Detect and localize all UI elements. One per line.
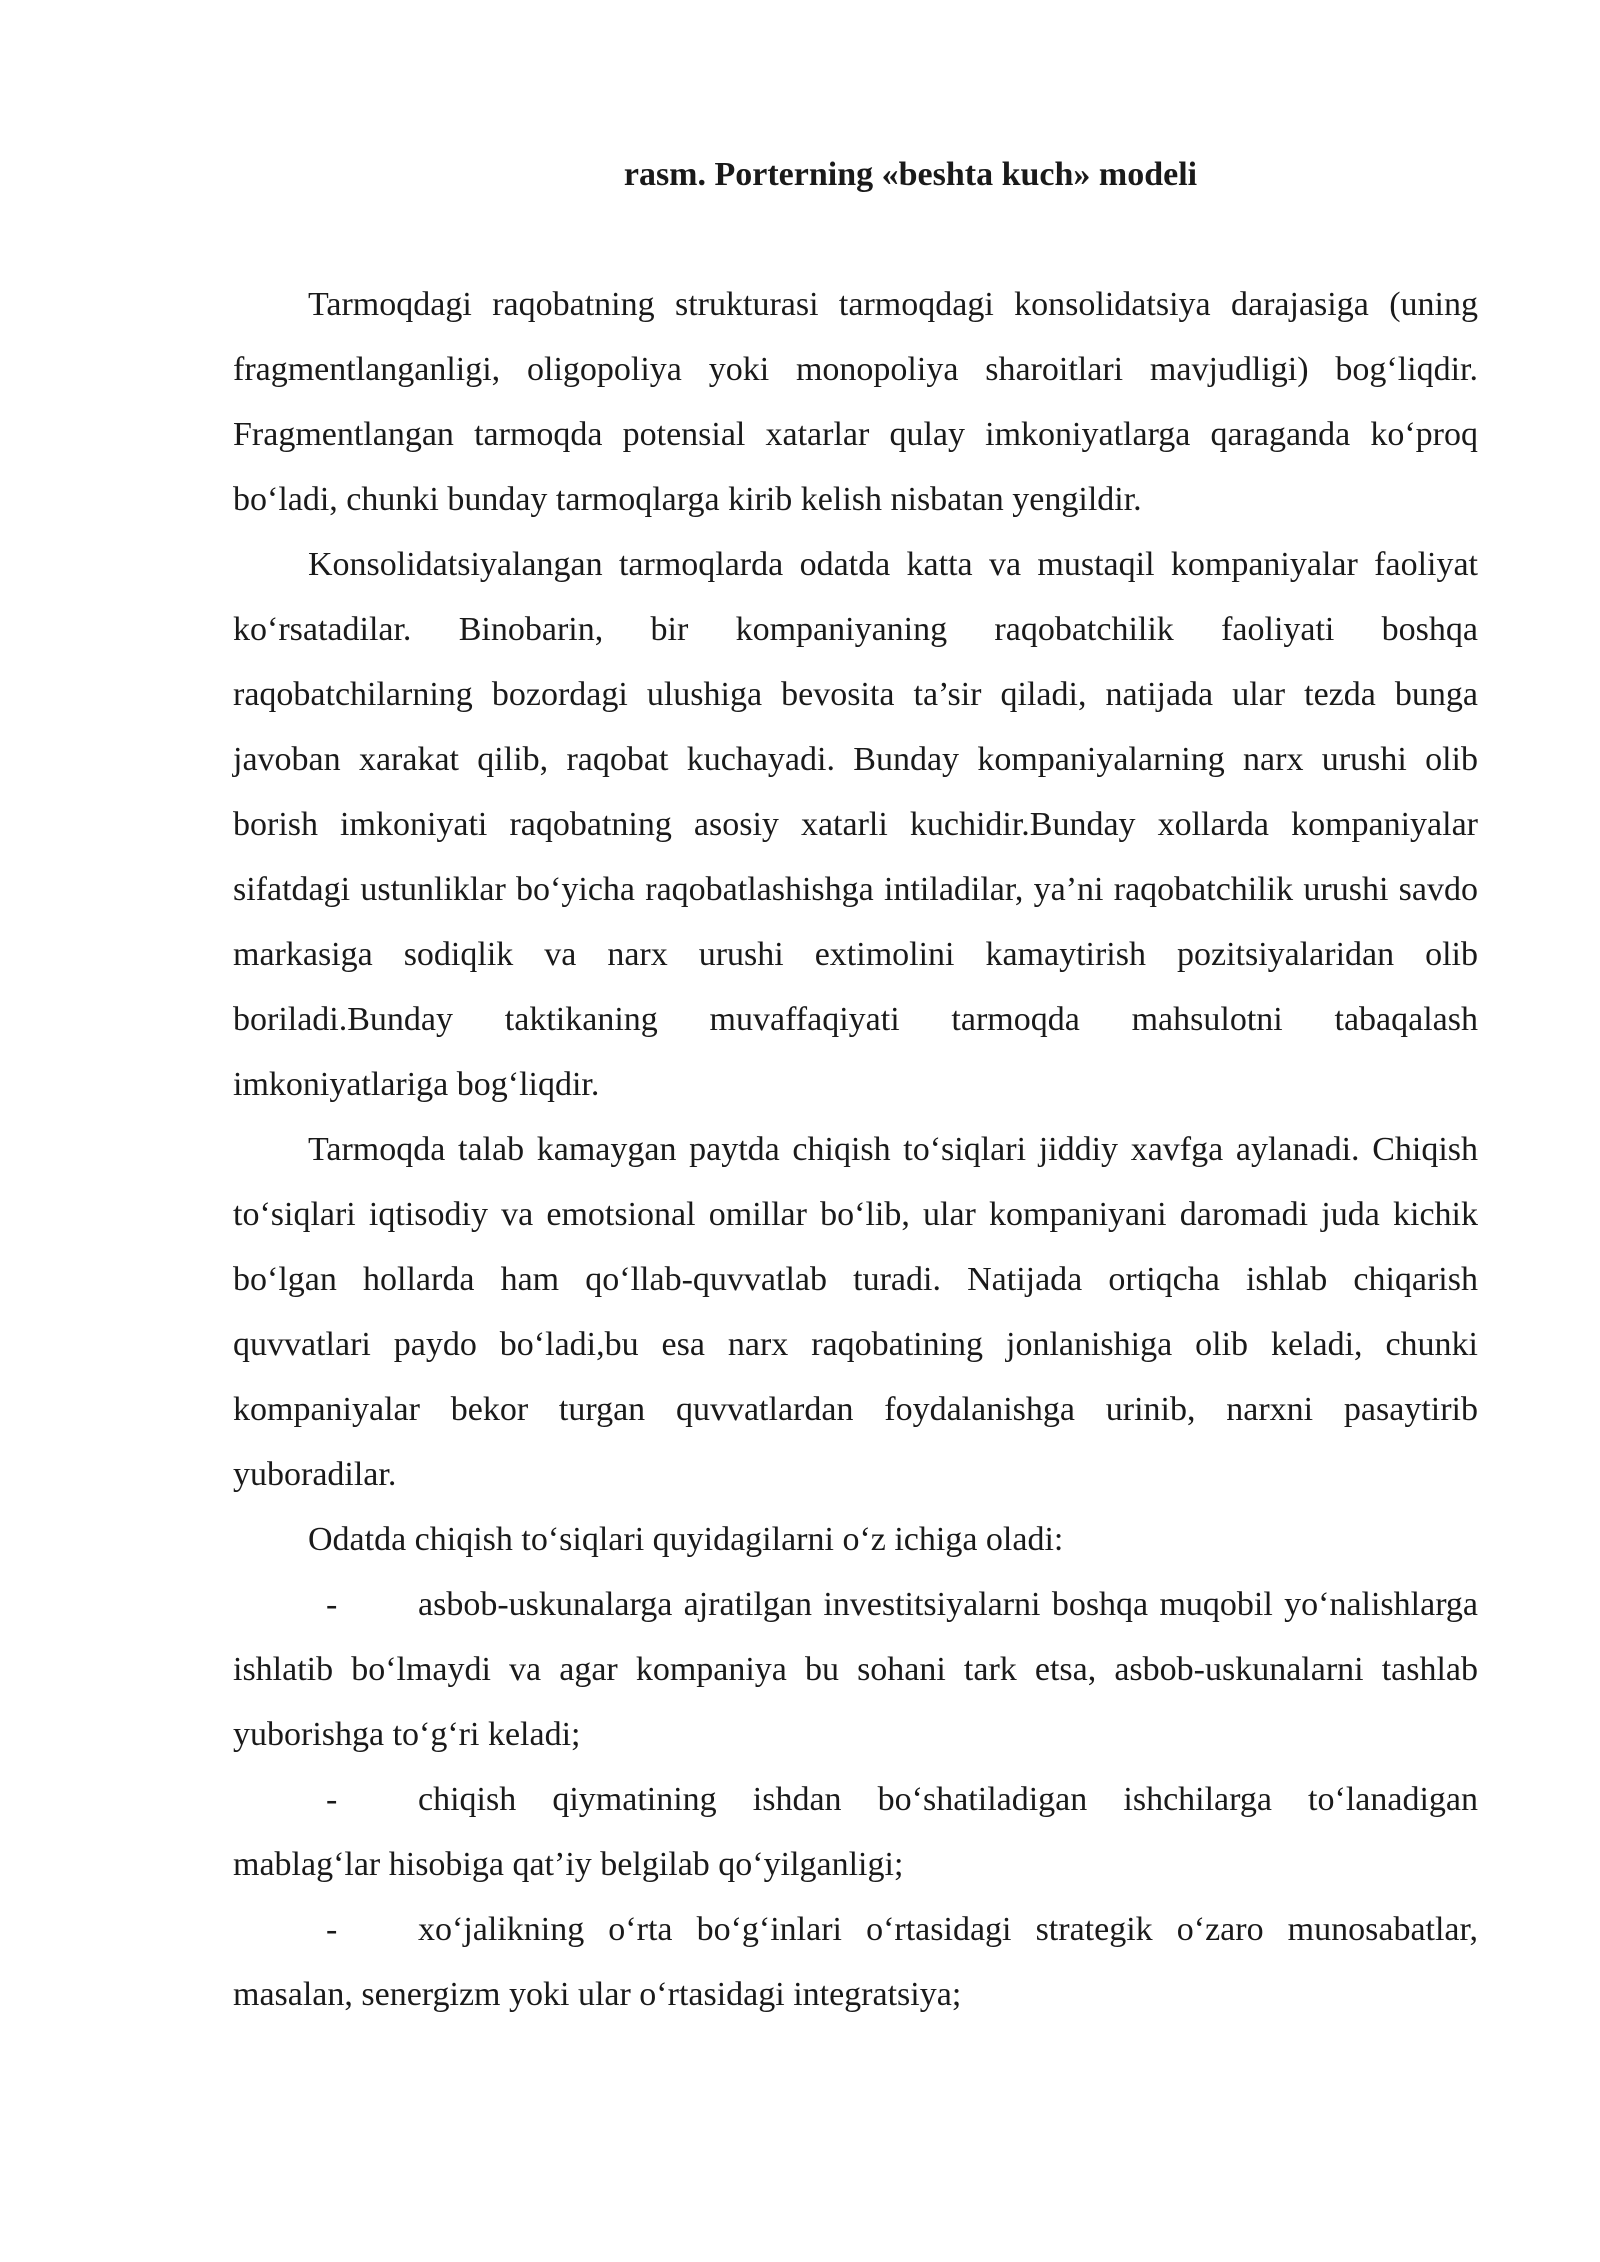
list-item [233, 1767, 1478, 1897]
paragraph-3: Tarmoqda talab kamaygan paytda chiqish to‘siqlari jiddiy xavfga aylanadi. Chiqish to‘siqlari iqtisodiy va emotsional omillar bo‘lib, ular kompaniyani daromadi juda kichik bo‘lgan hollarda ham qo‘llab-quvvatlab turadi. Natijada ortiqcha ishlab chiqarish quvvatlari paydo bo‘ladi,bu esa narx raqobatining jonlanishiga olib keladi, chunki kompaniyalar bekor turgan quvvatlardan foydalanishga urinib, narxni pasaytirib yuboradilar. [233, 1131, 1478, 1493]
list-item-text: asbob-uskunalarga ajratilgan investitsiyalarni boshqa muqobil yo‘nalishlarga ishlatib bo‘lmaydi va agar kompaniya bu sohani tark etsa, asbob-uskunalarni tashlab yuborishga to‘g‘ri keladi; [233, 1586, 1478, 1753]
paragraph-4: Odatda chiqish to‘siqlari quyidagilarni o‘z ichiga oladi: [308, 1521, 1064, 1558]
bullet-dash: - [326, 1911, 338, 1948]
list-item-text: xo‘jalikning o‘rta bo‘g‘inlari o‘rtasidagi strategik o‘zaro munosabatlar, masalan, senergizm yoki ular o‘rtasidagi integratsiya; [233, 1911, 1478, 2013]
list-item [233, 1897, 1478, 2027]
figure-caption: rasm. Porterning «beshta kuch» modeli [623, 156, 1198, 193]
document-page [233, 150, 1478, 2027]
bullet-dash: - [326, 1781, 338, 1818]
list-item-text: chiqish qiymatining ishdan bo‘shatiladigan ishchilarga to‘lanadigan mablag‘lar hisobiga qat’iy belgilab qo‘yilganligi; [233, 1781, 1478, 1883]
paragraph-1: Tarmoqdagi raqobatning strukturasi tarmoqdagi konsolidatsiya darajasiga (uning fragmentlanganligi, oligopoliya yoki monopoliya sharoitlari mavjudligi) bog‘liqdir. Fragmentlangan tarmoqda potensial xatarlar qulay imkoniyatlarga qaraganda ko‘proq bo‘ladi, chunki bunday tarmoqlarga kirib kelish nisbatan yengildir. [233, 286, 1478, 518]
list-item [233, 1572, 1478, 1767]
bullet-dash: - [326, 1586, 338, 1623]
paragraph-2: Konsolidatsiyalangan tarmoqlarda odatda katta va mustaqil kompaniyalar faoliyat ko‘rsatadilar. Binobarin, bir kompaniyaning raqobatchilik faoliyati boshqa raqobatchilarning bozordagi ulushiga bevosita ta’sir qiladi, natijada ular tezda bunga javoban xarakat qilib, raqobat kuchayadi. Bunday kompaniyalarning narx urushi olib borish imkoniyati raqobatning asosiy xatarli kuchidir.Bunday xollarda kompaniyalar sifatdagi ustunliklar bo‘yicha raqobatlashishga intiladilar, ya’ni raqobatchilik urushi savdo markasiga sodiqlik va narx urushi extimolini kamaytirish pozitsiyalaridan olib boriladi.Bunday taktikaning muvaffaqiyati tarmoqda mahsulotni tabaqalash imkoniyatlariga bog‘liqdir. [233, 546, 1478, 1103]
